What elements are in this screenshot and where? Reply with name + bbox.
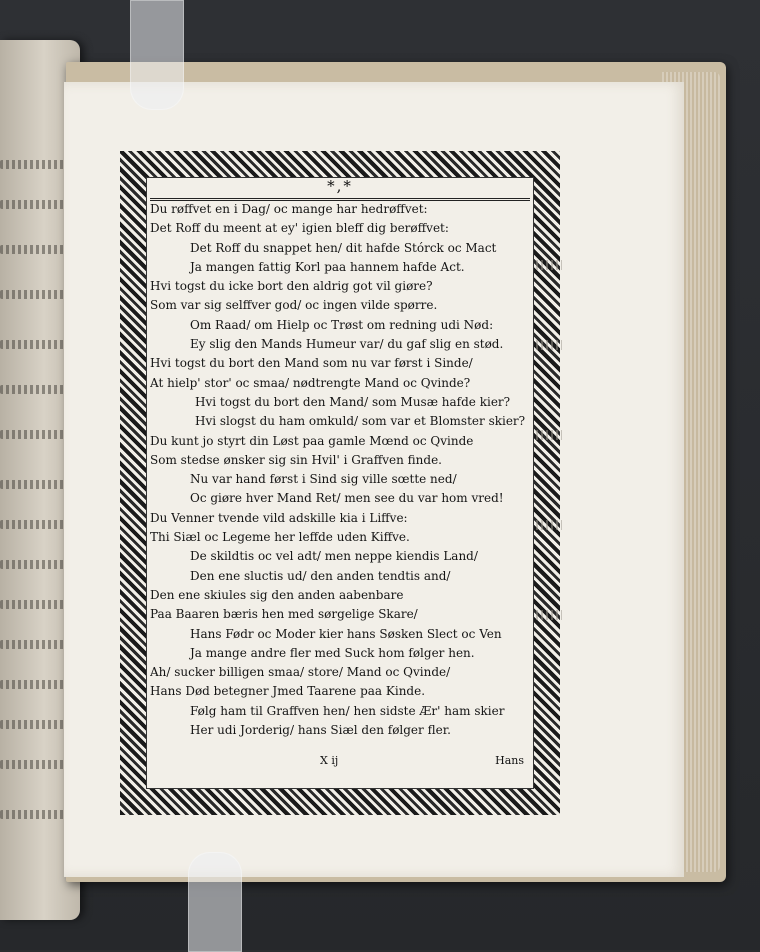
verse-line: Hans Død betegner Jmed Taarene paa Kinde. [150, 684, 426, 699]
verse-line: Hans Fødr oc Moder kier hans Søsken Slect oc Ven [190, 626, 502, 641]
page-clip-top [130, 0, 184, 110]
signature-mark: X ij [320, 754, 339, 767]
verse-line: Hvi togst du bort den Mand/ som Musæ hafde kier? [195, 394, 511, 409]
head-ornament: *,* [327, 177, 353, 195]
left-page-text-bleed [0, 810, 72, 819]
verse-line: Du Venner tvende vild adskille kia i Liffve: [150, 510, 408, 525]
verse-line: Den ene skiules sig den anden aabenbare [150, 587, 404, 602]
verse-line: Om Raad/ om Hielp oc Trøst om redning udi Nød: [190, 317, 494, 332]
verse-line: Du røffvet en i Dag/ oc mange har hedrøffvet: [150, 202, 428, 216]
left-page-text-bleed [0, 200, 72, 209]
left-page-text-bleed [0, 290, 72, 299]
left-page-text-bleed [0, 340, 72, 349]
verse-line: At hielp' stor' oc smaa/ nødtrengte Mand oc Qvinde? [150, 375, 471, 390]
verse-line: Som stedse ønsker sig sin Hvil' i Graffven finde. [150, 452, 442, 467]
catchword: Hans [495, 754, 524, 767]
verse-line: Hvi togst du icke bort den aldrig got vil giøre? [150, 279, 433, 294]
show-through-text [536, 430, 562, 440]
verse-line: Den ene sluctis ud/ den anden tendtis and/ [190, 568, 451, 583]
left-page-text-bleed [0, 160, 72, 169]
poem-text [150, 200, 530, 740]
left-page-text-bleed [0, 720, 72, 729]
left-page-text-bleed [0, 520, 72, 529]
left-page-text-bleed [0, 760, 72, 769]
page-footer [150, 754, 530, 770]
page-clip-bottom [188, 852, 242, 952]
verse-line: Oc giøre hver Mand Ret/ men see du var hom vred! [190, 491, 504, 506]
verse-line: Paa Baaren bæris hen med sørgelige Skare/ [150, 607, 418, 622]
show-through-text [536, 340, 562, 350]
show-through-text [536, 520, 562, 530]
verse-line: Ah/ sucker billigen smaa/ store/ Mand oc Qvinde/ [150, 665, 451, 680]
verse-line: Nu var hand først i Sind sig ville sœtte ned/ [190, 472, 457, 487]
left-page-text-bleed [0, 640, 72, 649]
verse-line: Det Roff du meent at ey' igien bleff dig berøffvet: [150, 221, 449, 236]
verse-line: Ja mangen fattig Korl paa hannem hafde Act. [190, 259, 465, 274]
verse-line: Her udi Jorderig/ hans Siæl den følger fler. [190, 723, 451, 738]
verse-line: Som var sig selffver god/ oc ingen vilde spørre. [150, 298, 438, 313]
verse-line: Følg ham til Graffven hen/ hen sidste Ær' ham skier [190, 703, 505, 718]
verse-line: De skildtis oc vel adt/ men neppe kiendis Land/ [190, 549, 478, 564]
verse-line: Ja mange andre fler med Suck hom følger hen. [190, 645, 475, 660]
verse-line: Det Roff du snappet hen/ dit hafde Stórck oc Mact [190, 240, 497, 255]
left-page-text-bleed [0, 480, 72, 489]
left-page-text-bleed [0, 560, 72, 569]
left-page-text-bleed [0, 600, 72, 609]
verse-line: Thi Siæl oc Legeme her leffde uden Kiffve. [150, 530, 410, 545]
verse-line: Ey slig den Mands Humeur var/ du gaf slig en stød. [190, 337, 504, 352]
left-page-text-bleed [0, 385, 72, 394]
verse-line: Hvi slogst du ham omkuld/ som var et Blomster skier? [195, 414, 526, 429]
left-page-text-bleed [0, 430, 72, 439]
show-through-text [536, 260, 562, 270]
left-page-text-bleed [0, 680, 72, 689]
left-page-text-bleed [0, 245, 72, 254]
verse-line: Hvi togst du bort den Mand som nu var først i Sinde/ [150, 356, 473, 371]
show-through-text [536, 610, 562, 620]
verse-line: Du kunt jo styrt din Løst paa gamle Mœnd oc Qvinde [150, 433, 474, 448]
